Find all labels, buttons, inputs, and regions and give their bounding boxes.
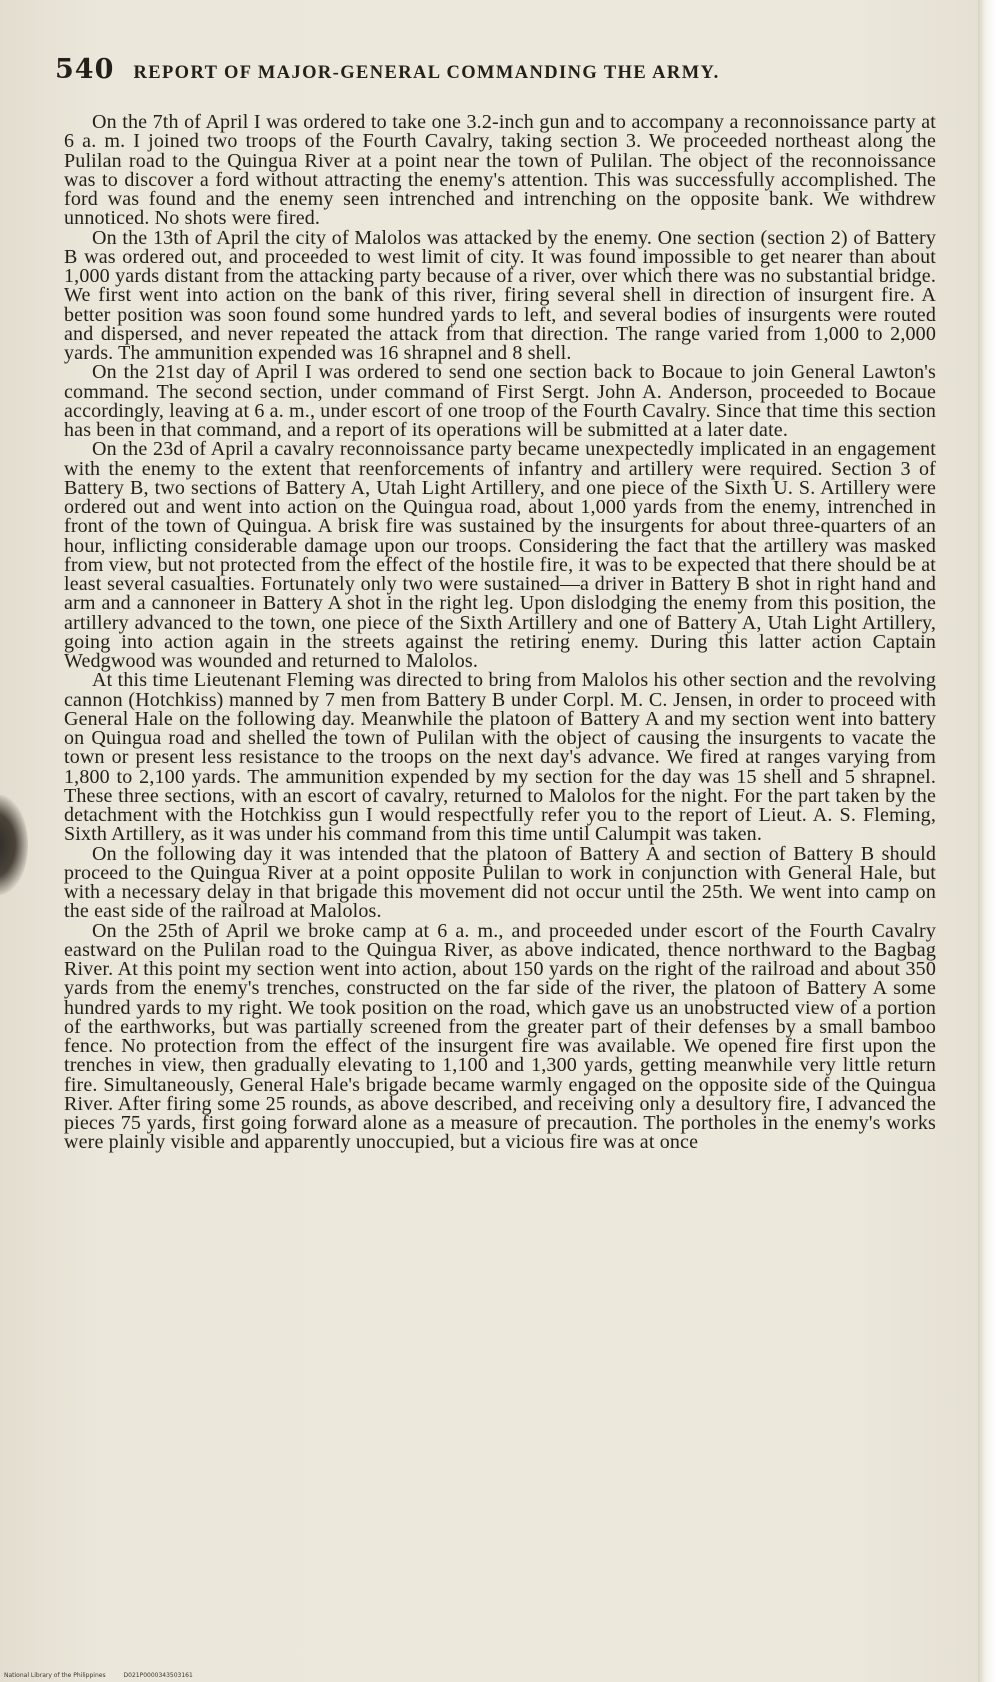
running-head: REPORT OF MAJOR-GENERAL COMMANDING THE ARMY. [133, 63, 720, 83]
report-body [64, 113, 936, 1613]
page-number: 540 [55, 54, 115, 85]
scan-credit [4, 1672, 193, 1680]
library-credit: National Library of the Philippines [4, 1672, 106, 1679]
paragraph-april-13: On the 13th of April the city of Malolos was attacked by the enemy. One section (section 2) of Battery B was ordered out, and proceeded to west limit of city. It was found impossible to get nearer than about 1,000 yards distant from the attacking party because of a river, over which there was no substantial bridge. We first went into action on the bank of this river, firing several shell in direction of insurgent fire. A better position was soon found some hundred yards to left, and several bodies of insurgents were routed and dispersed, and never repeated the attack from that direction. The range varied from 1,000 to 2,000 yards. The ammunition expended was 16 shrapnel and 8 shell. [64, 226, 936, 364]
page-edge [978, 0, 996, 1682]
paragraph-following-day: On the following day it was intended that the platoon of Battery A and section of Battery B should proceed to the Quingua River at a point opposite Pulilan to work in conjunction with General Hale, but with a necessary delay in that brigade this movement did not occur until the 25th. We went into camp on the east side of the railroad at Malolos. [64, 842, 936, 923]
paragraph-april-7: On the 7th of April I was ordered to take one 3.2-inch gun and to accompany a reconnoissance party at 6 a. m. I joined two troops of the Fourth Cavalry, taking section 3. We proceeded northeast along the Pulilan road to the Quingua River at a point near the town of Pulilan. The object of the reconnoissance was to discover a ford without attracting the enemy's attention. This was successfully accomplished. The ford was found and the enemy seen intrenched and intrenching on the opposite bank. We withdrew unnoticed. No shots were fired. [64, 113, 936, 230]
paragraph-april-25: On the 25th of April we broke camp at 6 a. m., and proceeded under escort of the Fourth Cavalry eastward on the Pulilan road to the Quingua River, as above indicated, thence northward to the Bagbag River. At this point my section went into action, about 150 yards on the right of the railroad and about 350 yards from the enemy's trenches, constructed on the far side of the river, the platoon of Battery A some hundred yards to my right. We took position on the road, which gave us an unobstructed view of a portion of the earthworks, but was partially screened from the greater part of their defenses by a small bamboo fence. No protection from the effect of the insurgent fire was available. We opened fire first upon the trenches in view, then gradually elevating to 1,100 and 1,300 yards, getting meanwhile very little return fire. Simultaneously, General Hale's brigade became warmly engaged on the opposite side of the Quingua River. After firing some 25 rounds, as above described, and receiving only a desultory fire, I advanced the pieces 75 yards, first going forward alone as a measure of precaution. The portholes in the enemy's works were plainly visible and apparently unoccupied, but a vicious fire was at once [64, 919, 936, 1154]
paragraph-april-23: On the 23d of April a cavalry reconnoissance party became unexpectedly implicated in an engagement with the enemy to the extent that reenforcements of infantry and artillery were required. Section 3 of Battery B, two sections of Battery A, Utah Light Artillery, and one piece of the Sixth U. S. Artillery were ordered out and went into action on the Quingua road, about 1,000 yards from the enemy, intrenched in front of the town of Quingua. A brisk fire was sustained by the insurgents for about three-quarters of an hour, inflicting considerable damage upon our troops. Considering the fact that the artillery was masked from view, but not protected from the effect of the hostile fire, it was to be expected that there should be at least several casualties. Fortunately only two were sustained—a driver in Battery B shot in right hand and arm and a cannoneer in Battery A shot in the right leg. Upon dislodging the enemy from this position, the artillery advanced to the town, one piece of the Sixth Artillery and one of Battery A, Utah Light Artillery, going into action again in the streets against the retiring enemy. During this latter action Captain Wedgwood was wounded and returned to Malolos. [64, 438, 936, 672]
thumb-shadow [0, 795, 28, 895]
paragraph-april-21: On the 21st day of April I was ordered to send one section back to Bocaue to join General Lawton's command. The second section, under command of First Sergt. John A. Anderson, proceeded to Bocaue accordingly, leaving at 6 a. m., under escort of one troop of the Fourth Cavalry. Since that time this section has been in that command, and a report of its operations will be submitted at a later date. [64, 361, 936, 441]
paragraph-lieutenant-fleming: At this time Lieutenant Fleming was directed to bring from Malolos his other section and the revolving cannon (Hotchkiss) manned by 7 men from Battery B under Corpl. M. C. Jensen, in order to proceed with General Hale on the following day. Meanwhile the platoon of Battery A and my section went into battery on Quingua road and shelled the town of Pulilan with the object of causing the insurgents to vacate the town or present less resistance to the troops on the next day's advance. We fired at ranges varying from 1,800 to 2,100 yards. The ammunition expended by my section for the day was 15 shell and 5 shrapnel. These three sections, with an escort of cavalry, returned to Malolos for the night. For the part taken by the detachment with the Hotchkiss gun I would respectfully refer you to the report of Lieut. A. S. Fleming, Sixth Artillery, as it was under his command from this time until Calumpit was taken. [64, 669, 936, 846]
scan-identifier: D021P0000343503161 [123, 1672, 193, 1679]
page-header [55, 54, 935, 94]
